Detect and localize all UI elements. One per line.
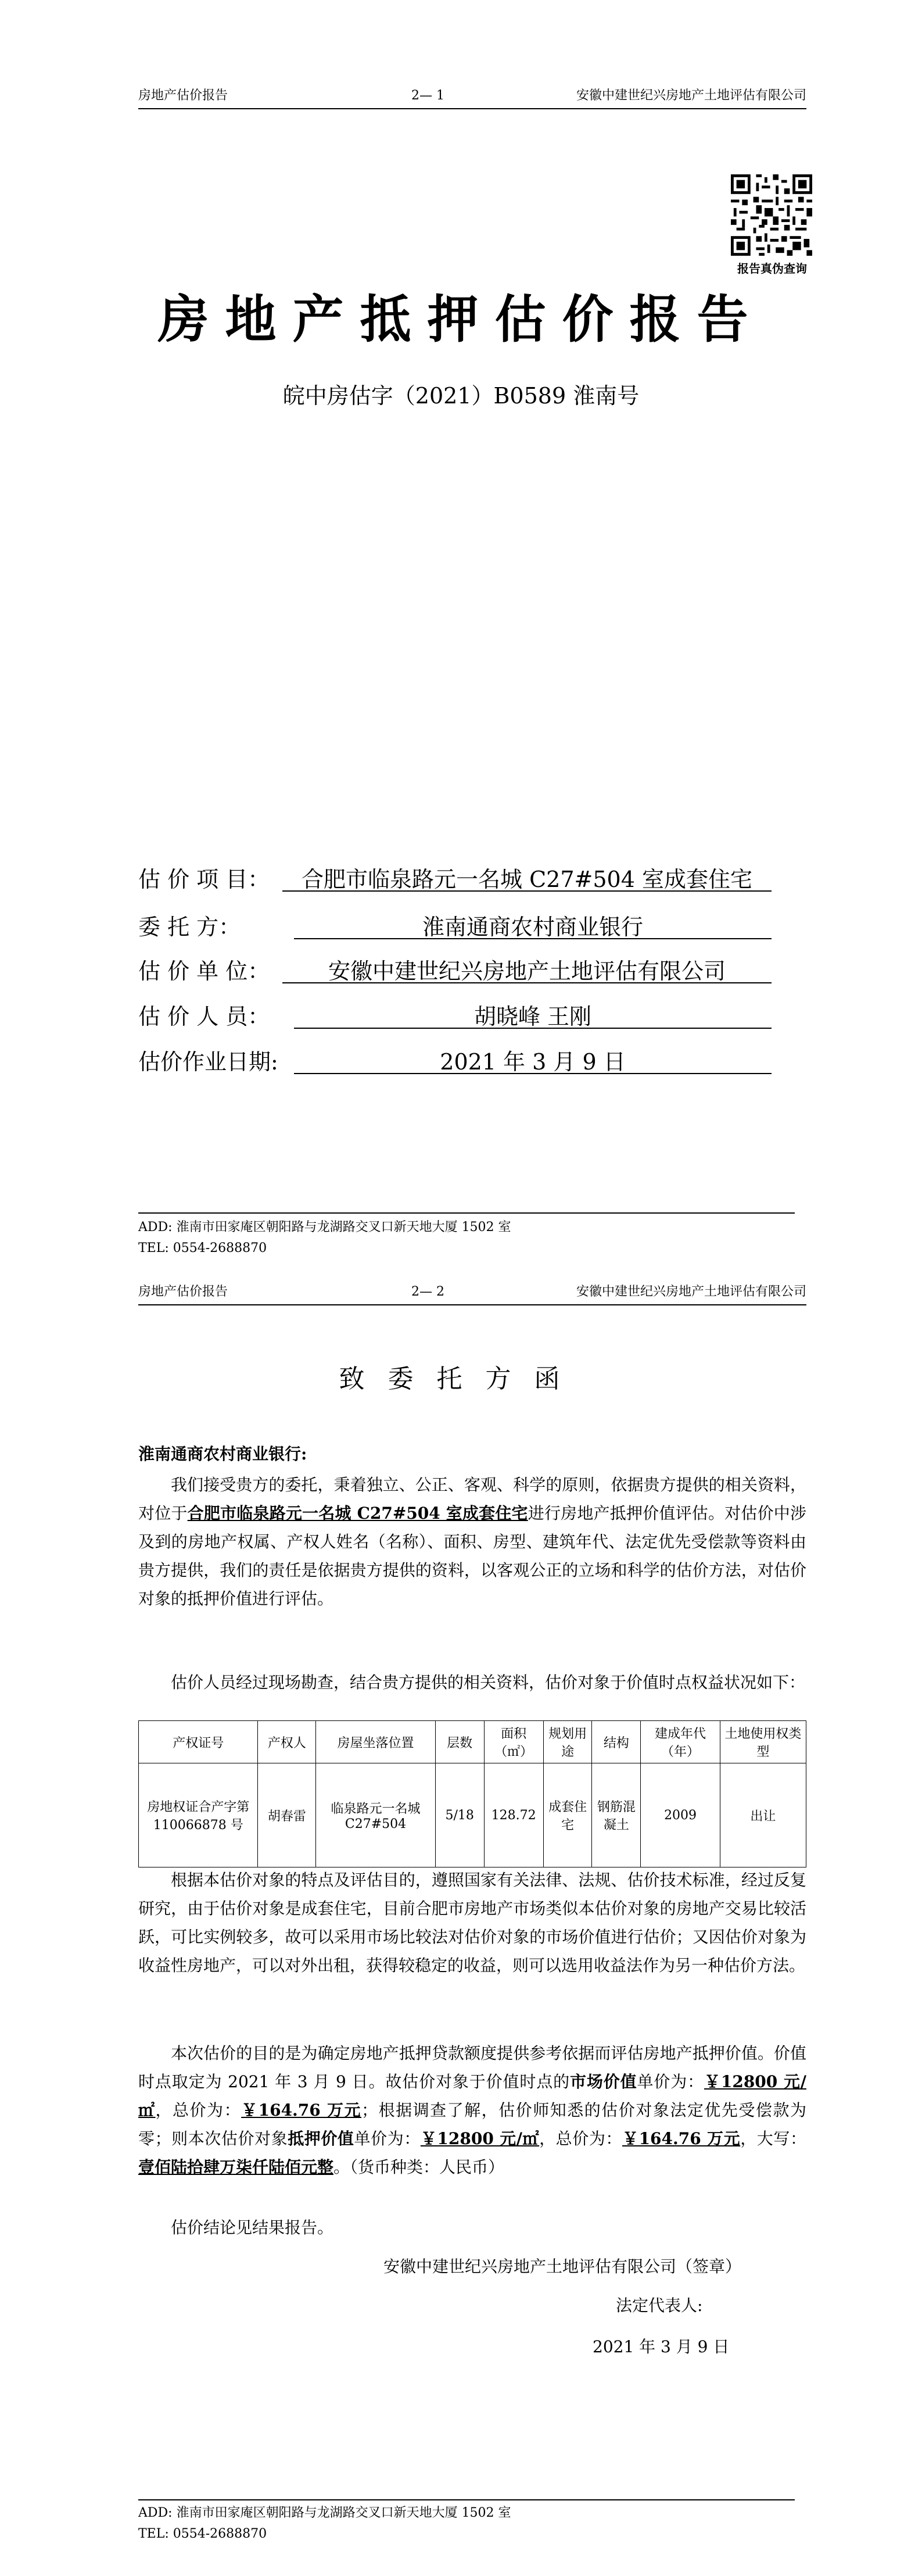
- page-header: [138, 87, 806, 109]
- table-header: 建成年代（年）: [641, 1721, 720, 1763]
- table-cell: 房地权证合产字第 110066878 号: [139, 1763, 258, 1867]
- field-value: 胡晓峰 王刚: [294, 999, 772, 1029]
- mortgage-unit-price: ￥12800 元/㎡: [420, 2129, 540, 2148]
- p4-bold: 市场价值: [569, 2072, 637, 2091]
- legal-representative: 法定代表人:: [616, 2296, 703, 2315]
- paragraph-4: [138, 2039, 806, 2181]
- table-header: 产权人: [258, 1721, 316, 1763]
- mortgage-total-price: ￥164.76 万元: [622, 2129, 741, 2148]
- field-label: 委 托 方：: [138, 914, 241, 940]
- report-title: 房地产抵押估价报告: [157, 289, 765, 349]
- footer-address-block: [138, 1217, 511, 1259]
- paragraph-2: 估价人员经过现场勘查，结合贵方提供的相关资料，估价对象于价值时点权益状况如下：: [171, 1673, 806, 1692]
- p4-text: 单价为：: [637, 2072, 704, 2091]
- footer-divider: [138, 1212, 795, 1214]
- table-header: 面积（㎡）: [484, 1721, 543, 1763]
- header-right: 安徽中建世纪兴房地产土地评估有限公司: [576, 88, 806, 103]
- footer-address: ADD: 淮南市田家庵区朝阳路与龙湖路交叉口新天地大厦 1502 室: [138, 1220, 511, 1235]
- field-value: 合肥市临泉路元一名城 C27#504 室成套住宅: [282, 861, 772, 892]
- amount-in-words: 壹佰陆拾肆万柒仟陆佰元整: [138, 2158, 334, 2177]
- table-row: [139, 1763, 806, 1867]
- table-header: 房屋坐落位置: [316, 1721, 435, 1763]
- property-table: [138, 1720, 806, 1867]
- header-page-number: 2— 1: [411, 88, 444, 103]
- qr-caption: 报告真伪查询: [737, 262, 807, 276]
- paragraph-1-text-a: 我们接受贵方的委托，秉着独立、公正、客观、科学的原则，依据贵方提供的相关资料，对位于: [138, 1475, 806, 1523]
- table-cell: 成套住宅: [543, 1763, 592, 1867]
- qr-code-icon[interactable]: [731, 174, 812, 256]
- company-signature: 安徽中建世纪兴房地产土地评估有限公司（签章）: [383, 2257, 742, 2276]
- table-cell: 出让: [720, 1763, 806, 1867]
- p4-bold: 抵押价值: [288, 2129, 354, 2148]
- table-cell: 胡春雷: [258, 1763, 316, 1867]
- paragraph-1: [138, 1471, 806, 1613]
- table-header: 土地使用权类型: [720, 1721, 806, 1763]
- table-cell: 2009: [641, 1763, 720, 1867]
- page-header: [138, 1283, 806, 1305]
- header-right: 安徽中建世纪兴房地产土地评估有限公司: [576, 1285, 806, 1299]
- letter-title: 致委托方函: [339, 1364, 583, 1394]
- document-number: 皖中房估字（2021）B0589 淮南号: [282, 383, 640, 409]
- header-page-number: 2— 2: [411, 1285, 444, 1299]
- header-left: 房地产估价报告: [138, 1285, 228, 1299]
- paragraph-1-text-c: 进行房地产抵押价值评估。对估价中涉及到的房地产权属、产权人姓名（名称）、面积、房型、建筑年代、法定优先受偿款等资料由贵方提供，我们的责任是依据贵方提供的资料，以客观公正的立场和科学的估价方法，对估价对象的抵押价值进行评估。: [138, 1504, 806, 1608]
- field-label: 估 价 人 员：: [138, 1004, 270, 1029]
- field-label: 估 价 单 位：: [138, 958, 270, 984]
- table-header: 规划用途: [543, 1721, 592, 1763]
- table-header: 结构: [592, 1721, 641, 1763]
- table-cell: 临泉路元一名城 C27#504: [316, 1763, 435, 1867]
- p4-text: 。（货币种类：人民币）: [333, 2158, 505, 2177]
- field-value: 淮南通商农村商业银行: [294, 909, 772, 939]
- footer-divider: [138, 2499, 795, 2500]
- table-cell: 钢筋混凝土: [592, 1763, 641, 1867]
- table-header: 产权证号: [139, 1721, 258, 1763]
- table-header: 层数: [435, 1721, 484, 1763]
- letter-date: 2021 年 3 月 9 日: [593, 2337, 730, 2356]
- footer-address: ADD: 淮南市田家庵区朝阳路与龙湖路交叉口新天地大厦 1502 室: [138, 2506, 511, 2520]
- market-unit-price: ￥12800 元/㎡: [138, 2072, 806, 2120]
- market-total-price: ￥164.76 万元: [241, 2101, 362, 2120]
- field-label: 估 价 项 目：: [138, 867, 270, 892]
- salutation: 淮南通商农村商业银行:: [138, 1444, 307, 1464]
- p4-text: ，大写：: [740, 2129, 806, 2148]
- p4-text: ，总价为：: [155, 2101, 242, 2120]
- table-cell: 128.72: [484, 1763, 543, 1867]
- p4-text: ，总价为：: [539, 2129, 622, 2148]
- footer-address-block: [138, 2503, 511, 2545]
- field-value: 2021 年 3 月 9 日: [294, 1044, 772, 1074]
- field-label: 估价作业日期:: [138, 1049, 278, 1075]
- paragraph-3: 根据本估价对象的特点及评估目的，遵照国家有关法律、法规、估价技术标准，经过反复研究，由于估价对象是成套住宅，目前合肥市房地产市场类似本估价对象的房地产交易比较活跃，可比实例较多，故可以采用市场比较法对估价对象的市场价值进行估价；又因估价对象为收益性房地产，可以对外出租，获得较稳定的收益，则可以选用收益法作为另一种估价方法。: [138, 1870, 806, 1975]
- table-cell: 5/18: [435, 1763, 484, 1867]
- p4-text: 本次估价的目的是为确定房地产抵押贷款额度提供参考依据而评估房地产抵押价值。价值时点取定为 2021 年 3 月 9 日。故估价对象于价值时点的: [138, 2044, 806, 2091]
- field-value: 安徽中建世纪兴房地产土地评估有限公司: [282, 953, 772, 983]
- footer-tel: TEL: 0554-2688870: [138, 1241, 267, 1255]
- property-name: 合肥市临泉路元一名城 C27#504 室成套住宅: [187, 1504, 528, 1523]
- p4-text: 单价为：: [354, 2129, 421, 2148]
- header-left: 房地产估价报告: [138, 88, 228, 103]
- paragraph-5: 估价结论见结果报告。: [171, 2218, 334, 2237]
- p4-text: ；根据调查了解，估价师知悉的估价对象法定优先受偿款为零；则本次估价对象: [138, 2101, 806, 2148]
- table-header-row: [139, 1721, 806, 1763]
- footer-tel: TEL: 0554-2688870: [138, 2527, 267, 2541]
